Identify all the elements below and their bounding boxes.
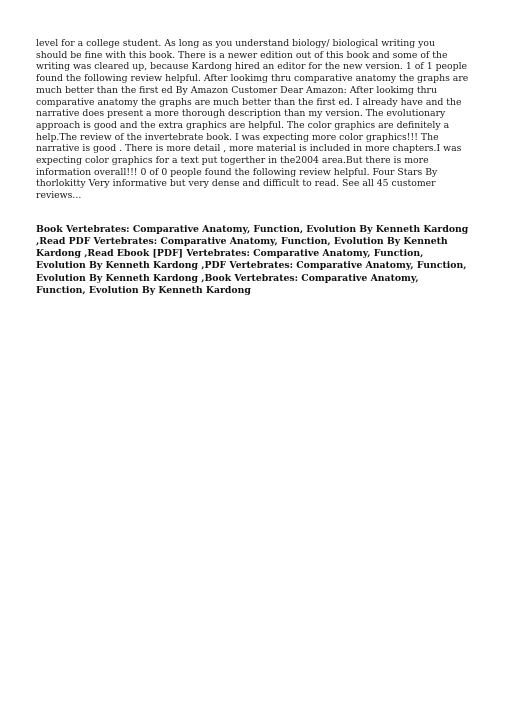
review-paragraph: level for a college student. As long as you understand biology/ biological writing you should be fine with this book. There is a newer edition out of this book and some of the writing was cleared up, because Kardong hired an editor for the new version. 1 of 1 people found the following review helpful. After lookimg thru comparative anatomy the graphs are much better than the first ed By Amazon Customer Dear Amazon: After lookimg thru comparative anatomy the graphs are much better than the first ed. I already have and the narrative does present a more thorough description than my version. The evolutionary approach is good and the extra graphics are helpful. The color graphics are definitely a help.The review of the invertebrate book. I was expecting more color graphics!!! The narrative is good . There is more detail , more material is included in more chapters.I was expecting color graphics for a text put togerther in the2004 area.But there is more information overall!!! 0 of 0 people found the following review helpful. Four Stars By thorlokitty Very informative but very dense and difficult to read. See all 45 customer reviews... [36,38,469,202]
keywords-paragraph: Book Vertebrates: Comparative Anatomy, Function, Evolution By Kenneth Kardong ,Read PDF Vertebrates: Comparative Anatomy, Function, Evolution By Kenneth Kardong ,Read Ebook [PDF] Vertebrates: Comparative Anatomy, Function, Evolution By Kenneth Kardong ,PDF Vertebrates: Comparative Anatomy, Function, Evolution By Kenneth Kardong ,Book Vertebrates: Comparative Anatomy, Function, Evolution By Kenneth Kardong [36,223,469,296]
